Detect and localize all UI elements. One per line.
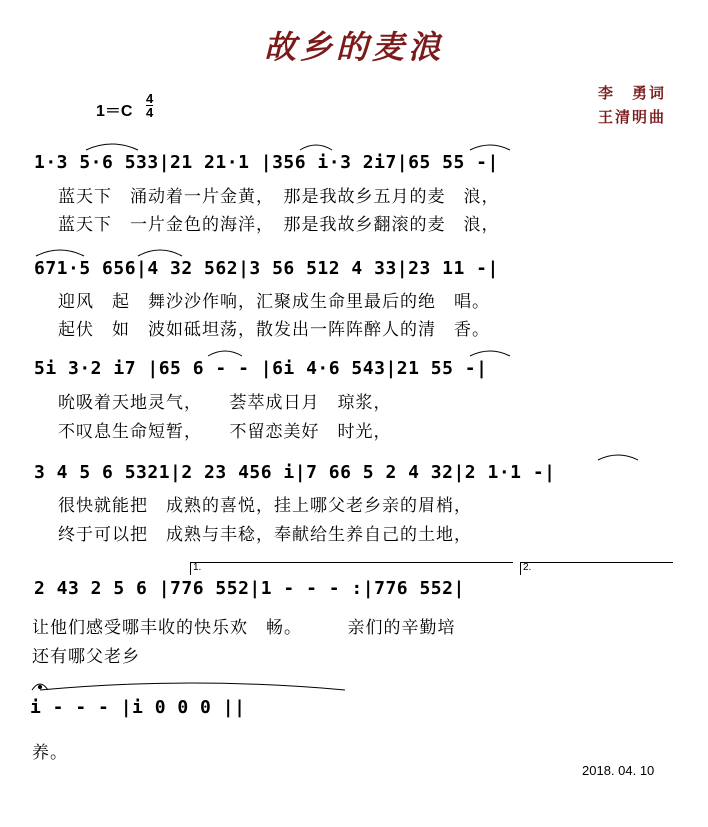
slur-mark [138, 250, 182, 256]
slur-mark [86, 144, 138, 150]
slur-mark [36, 250, 84, 256]
time-signature [146, 92, 153, 119]
lyric-line-3-verse-1: 吮吸着天地灵气， 荟萃成日月 琼浆， [58, 393, 392, 413]
lyric-line-1-verse-2: 蓝天下 一片金色的海洋， 那是我故乡翻滚的麦 浪， [58, 215, 500, 235]
notation-line-5: 2 43 2 5 6 |776 552|1 - - - :|776 552| [34, 578, 465, 599]
fermata-mark [32, 684, 48, 690]
notation-line-3: 5i 3·2 i7 |65 6 - - |6i 4·6 543|21 55 -| [34, 358, 488, 379]
notation-line-4: 3 4 5 6 5321|2 23 456 i|7 66 5 2 4 32|2 1·1 -| [34, 462, 556, 483]
lyric-line-4-verse-2: 终于可以把 成熟与丰稔，奉献给生养自己的土地， [58, 525, 472, 545]
slur-mark [598, 455, 638, 460]
notation-line-6: i - - - |i 0 0 0 || [30, 697, 246, 718]
notation-line-1: 1·3 5·6 533|21 21·1 |356 i·3 2i7|65 55 -| [34, 152, 499, 173]
first-ending-bracket: 1. [190, 562, 513, 575]
slur-mark [208, 351, 242, 356]
composer-credit: 王清明曲 [598, 108, 667, 126]
lyric-line-5-verse-1: 让他们感受哪丰收的快乐欢 畅。 亲们的辛勤培 [32, 618, 456, 638]
long-tie [40, 683, 345, 690]
slur-mark [470, 351, 510, 356]
lyric-line-2-verse-2: 起伏 如 波如砥坦荡，散发出一阵阵醉人的清 香。 [58, 320, 490, 340]
slur-mark [300, 145, 332, 150]
date-stamp: 2018. 04. 10 [582, 763, 655, 778]
lyric-line-4-verse-1: 很快就能把 成熟的喜悦，挂上哪父老乡亲的眉梢， [58, 496, 472, 516]
lyric-line-6: 养。 [32, 743, 68, 763]
lyric-line-3-verse-2: 不叹息生命短暂， 不留恋美好 时光， [58, 422, 392, 442]
lyricist-credit: 李 勇词 [598, 84, 667, 102]
time-signature-bottom: 4 [146, 105, 154, 120]
fermata-dot [38, 685, 41, 688]
key-signature: 1＝C [96, 103, 133, 120]
notation-line-2: 671·5 656|4 32 562|3 56 512 4 33|23 11 -| [34, 258, 499, 279]
lyric-line-5-verse-2: 还有哪父老乡 [32, 647, 140, 667]
slur-mark [470, 145, 510, 150]
time-signature-top: 4 [146, 91, 154, 106]
second-ending-bracket: 2. [520, 562, 673, 575]
song-title: 故乡的麦浪 [263, 28, 444, 66]
lyric-line-1-verse-1: 蓝天下 涌动着一片金黄， 那是我故乡五月的麦 浪， [58, 187, 500, 207]
lyric-line-2-verse-1: 迎风 起 舞沙沙作响，汇聚成生命里最后的绝 唱。 [58, 292, 490, 312]
